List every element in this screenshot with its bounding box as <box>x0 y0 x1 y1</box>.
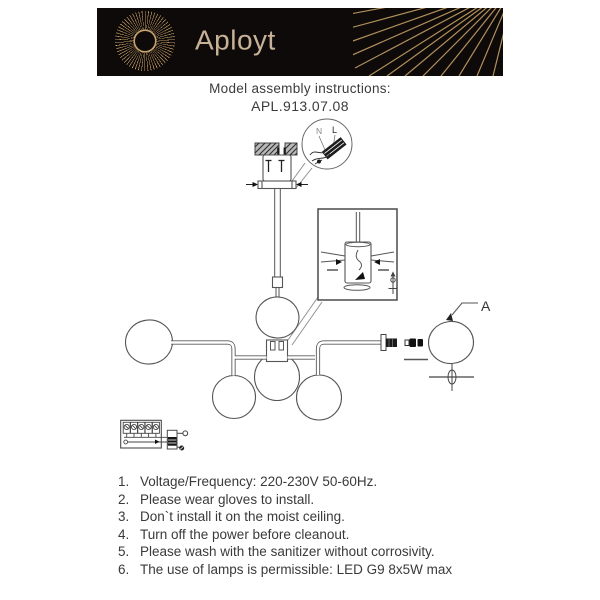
list-item <box>118 543 558 561</box>
item-number: 2. <box>118 491 130 507</box>
bottom-right-globe <box>297 375 342 420</box>
detail-label: A <box>481 298 491 314</box>
item-number: 5. <box>118 544 130 559</box>
socket-fitting <box>381 335 397 351</box>
item-number: 4. <box>118 526 130 542</box>
detail-globe-a <box>426 298 491 366</box>
list-item <box>118 561 558 579</box>
ceiling-bar <box>255 143 297 155</box>
instruction-list <box>118 473 558 578</box>
item-text: Don`t install it on the moist ceiling. <box>140 509 345 524</box>
neutral-label: N <box>316 126 323 136</box>
list-item <box>118 508 558 526</box>
list-item <box>118 526 558 544</box>
item-number: 3. <box>118 509 130 524</box>
left-globe <box>123 317 175 366</box>
central-hub <box>267 340 288 362</box>
item-text: Voltage/Frequency: 220-230V 50-60Hz. <box>140 474 378 489</box>
list-item <box>118 473 558 491</box>
brand-name: Aployt <box>195 24 276 56</box>
item-text: Turn off the power before cleanout. <box>140 526 350 542</box>
list-item <box>118 491 558 509</box>
bottom-left-globe <box>213 376 256 419</box>
page-title: Model assembly instructions: <box>209 81 391 96</box>
item-text: The use of lamps is permissible: LED G9 8x5W max <box>140 561 453 577</box>
model-number: APL.913.07.08 <box>251 98 349 114</box>
live-label: L <box>332 125 338 135</box>
item-text: Please wear gloves to install. <box>140 491 315 507</box>
canopy <box>246 181 308 189</box>
hanging-rod <box>273 189 283 298</box>
g9-bulb-icon <box>405 339 423 348</box>
hub-detail-inset <box>318 209 398 300</box>
terminal-block <box>121 420 188 450</box>
item-text: Please wash with the sanitizer without corrosivity. <box>140 544 435 559</box>
wiring-callout <box>302 119 352 169</box>
mounting-bracket <box>263 155 291 181</box>
item-number: 1. <box>118 474 130 489</box>
rotation-symbol-icon <box>429 364 474 391</box>
item-number: 6. <box>118 561 130 577</box>
